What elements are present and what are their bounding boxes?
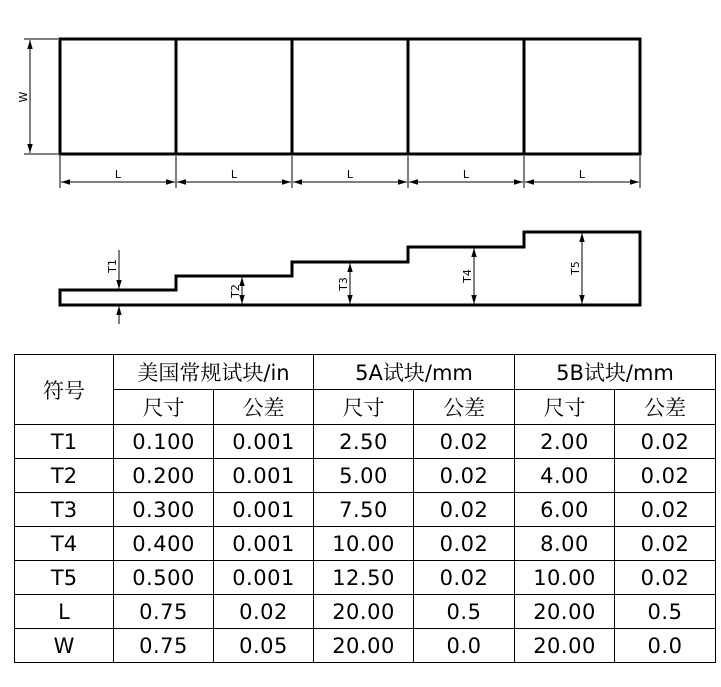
table-cell: 5.00 bbox=[314, 459, 414, 493]
table-row bbox=[15, 561, 716, 595]
table-cell: 0.02 bbox=[414, 561, 515, 595]
table-cell: 0.02 bbox=[414, 493, 515, 527]
t2-dimension bbox=[229, 277, 242, 304]
step-block-drawing bbox=[0, 0, 721, 340]
table-cell: 0.02 bbox=[615, 425, 716, 459]
table-cell: 2.00 bbox=[515, 425, 615, 459]
table-header-row bbox=[15, 355, 716, 390]
table-cell: 0.02 bbox=[414, 459, 515, 493]
table-cell: 0.001 bbox=[214, 459, 314, 493]
table-row bbox=[15, 425, 716, 459]
table-cell: 4.00 bbox=[515, 459, 615, 493]
table-cell: 0.02 bbox=[414, 425, 515, 459]
row-symbol: L bbox=[15, 595, 114, 629]
table-cell: 20.00 bbox=[515, 629, 615, 663]
table-cell: 2.50 bbox=[314, 425, 414, 459]
table-cell: 20.00 bbox=[515, 595, 615, 629]
row-symbol: T2 bbox=[15, 459, 114, 493]
subheader-tolerance: 公差 bbox=[414, 390, 515, 425]
table-cell: 0.02 bbox=[615, 527, 716, 561]
plan-view bbox=[17, 39, 640, 188]
table-cell: 0.05 bbox=[214, 629, 314, 663]
header-5b-block: 5B试块/mm bbox=[515, 355, 716, 390]
table-cell: 0.02 bbox=[615, 561, 716, 595]
table-cell: 0.001 bbox=[214, 493, 314, 527]
t1-label: T1 bbox=[106, 259, 119, 273]
table-cell: 0.200 bbox=[114, 459, 214, 493]
header-us-block: 美国常规试块/in bbox=[114, 355, 314, 390]
table-cell: 0.02 bbox=[615, 459, 716, 493]
t2-label: T2 bbox=[229, 284, 242, 298]
table-row bbox=[15, 459, 716, 493]
subheader-tolerance: 公差 bbox=[615, 390, 716, 425]
table-subheader-row bbox=[15, 390, 716, 425]
t4-dimension bbox=[461, 248, 474, 304]
t5-label: T5 bbox=[569, 261, 582, 275]
length-label: L bbox=[462, 168, 470, 181]
t5-dimension bbox=[569, 233, 582, 304]
t4-label: T4 bbox=[461, 269, 474, 283]
table-cell: 7.50 bbox=[314, 493, 414, 527]
table-cell: 6.00 bbox=[515, 493, 615, 527]
table-cell: 0.02 bbox=[615, 493, 716, 527]
length-dimension bbox=[60, 156, 640, 188]
table-cell: 0.0 bbox=[414, 629, 515, 663]
subheader-size: 尺寸 bbox=[114, 390, 214, 425]
table-cell: 0.100 bbox=[114, 425, 214, 459]
table-cell: 0.001 bbox=[214, 527, 314, 561]
subheader-tolerance: 公差 bbox=[214, 390, 314, 425]
t3-dimension bbox=[337, 263, 350, 304]
width-dimension bbox=[17, 39, 58, 154]
header-symbol: 符号 bbox=[15, 355, 114, 425]
row-symbol: T4 bbox=[15, 527, 114, 561]
table-row bbox=[15, 629, 716, 663]
table-cell: 0.5 bbox=[414, 595, 515, 629]
table-cell: 0.75 bbox=[114, 595, 214, 629]
table-cell: 0.0 bbox=[615, 629, 716, 663]
spec-table bbox=[14, 354, 716, 663]
row-symbol: W bbox=[15, 629, 114, 663]
table-cell: 0.02 bbox=[414, 527, 515, 561]
length-label: L bbox=[230, 168, 238, 181]
header-5a-block: 5A试块/mm bbox=[314, 355, 515, 390]
table-row bbox=[15, 595, 716, 629]
table-cell: 10.00 bbox=[515, 561, 615, 595]
table-cell: 12.50 bbox=[314, 561, 414, 595]
table-cell: 8.00 bbox=[515, 527, 615, 561]
length-label: L bbox=[346, 168, 354, 181]
subheader-size: 尺寸 bbox=[314, 390, 414, 425]
table-cell: 0.02 bbox=[214, 595, 314, 629]
table-row bbox=[15, 493, 716, 527]
table-cell: 0.001 bbox=[214, 425, 314, 459]
table-cell: 20.00 bbox=[314, 595, 414, 629]
table-cell: 0.75 bbox=[114, 629, 214, 663]
table-cell: 0.500 bbox=[114, 561, 214, 595]
row-symbol: T1 bbox=[15, 425, 114, 459]
plan-outline bbox=[60, 39, 640, 154]
side-view bbox=[60, 232, 640, 324]
row-symbol: T3 bbox=[15, 493, 114, 527]
table-cell: 0.300 bbox=[114, 493, 214, 527]
length-label: L bbox=[578, 168, 586, 181]
t3-label: T3 bbox=[337, 277, 350, 291]
subheader-size: 尺寸 bbox=[515, 390, 615, 425]
table-cell: 10.00 bbox=[314, 527, 414, 561]
table-cell: 0.400 bbox=[114, 527, 214, 561]
table-cell: 20.00 bbox=[314, 629, 414, 663]
width-label: W bbox=[17, 91, 30, 103]
table-cell: 0.001 bbox=[214, 561, 314, 595]
t1-dimension bbox=[106, 250, 119, 324]
row-symbol: T5 bbox=[15, 561, 114, 595]
table-cell: 0.5 bbox=[615, 595, 716, 629]
length-label: L bbox=[114, 168, 122, 181]
table-row bbox=[15, 527, 716, 561]
